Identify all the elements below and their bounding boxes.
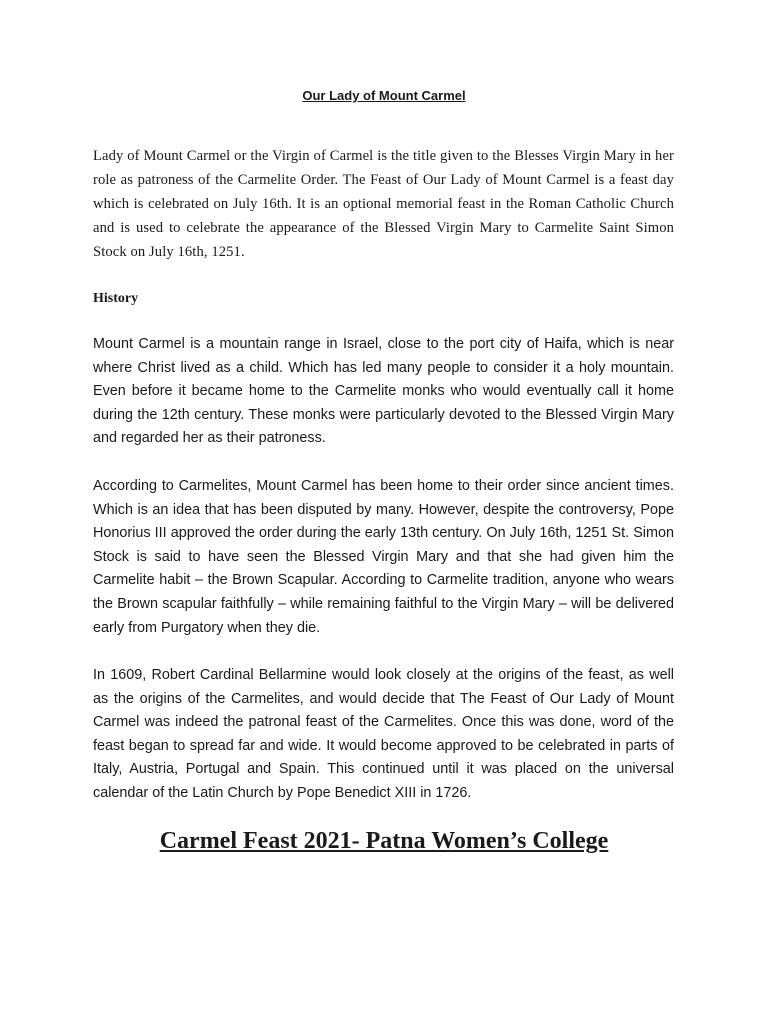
- intro-paragraph: Lady of Mount Carmel or the Virgin of Carmel is the title given to the Blesses Virgin Mary in her role as patroness of the Carmelite Order. The Feast of Our Lady of Mount Carmel is a feast day which is celebrated on July 16th. It is an optional memorial feast in the Roman Catholic Church and is used to celebrate the appearance of the Blessed Virgin Mary to Carmelite Saint Simon Stock on July 16th, 1251.: [93, 148, 674, 260]
- history-paragraph-3: In 1609, Robert Cardinal Bellarmine would look closely at the origins of the feast, as well as the origins of the Carmelites, and would decide that The Feast of Our Lady of Mount Carmel was indeed the patronal feast of the Carmelites. Once this was done, word of the feast began to spread far and wide. It would become approved to be celebrated in parts of Italy, Austria, Portugal and Spain. This continued until it was placed on the universal calendar of the Latin Church by Pope Benedict XIII in 1726.: [93, 667, 674, 801]
- history-paragraph-2: According to Carmelites, Mount Carmel has been home to their order since ancient times. Which is an idea that has been disputed by many. However, despite the controversy, Pope Honorius III approved the order during the early 13th century. On July 16th, 1251 St. Simon Stock is said to have seen the Blessed Virgin Mary and that she had given him the Carmelite habit – the Brown Scapular. According to Carmelite tradition, anyone who wears the Brown scapular faithfully – while remaining faithful to the Virgin Mary – will be delivered early from Purgatory when they die.: [93, 478, 674, 636]
- event-heading: Carmel Feast 2021- Patna Women’s College: [159, 828, 609, 854]
- history-paragraph-1: Mount Carmel is a mountain range in Israel, close to the port city of Haifa, which is near where Christ lived as a child. Which has led many people to consider it a holy mountain. Even before it became home to the Carmelite monks who would eventually call it home during the 12th century. These monks were particularly devoted to the Blessed Virgin Mary and regarded her as their patroness.: [93, 336, 674, 447]
- history-heading: History: [93, 291, 139, 306]
- document-title: Our Lady of Mount Carmel: [302, 88, 466, 103]
